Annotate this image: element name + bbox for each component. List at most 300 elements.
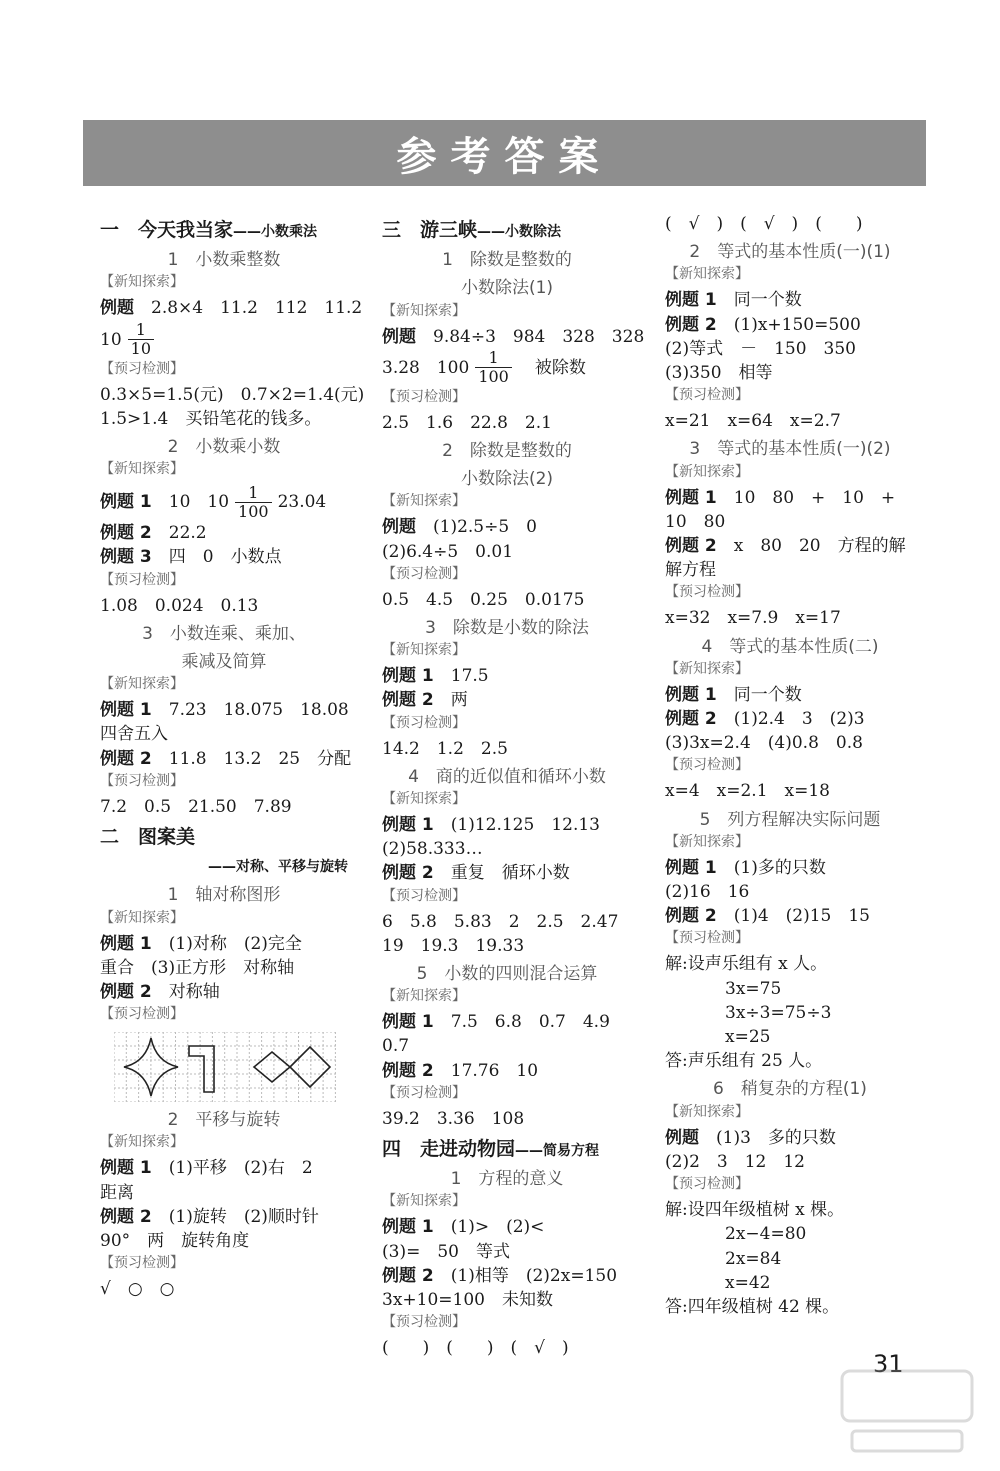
answer-line bbox=[665, 1150, 915, 1174]
answer-text: 四 0 小数点 bbox=[151, 547, 282, 568]
answer-column-3 bbox=[665, 212, 915, 1319]
answer-text: 10 80 + 10 + bbox=[716, 487, 896, 508]
answer-text: (1)3 多的只数 bbox=[699, 1127, 836, 1148]
unit-subtitle: ——小数乘法 bbox=[233, 224, 318, 240]
lesson-title bbox=[382, 765, 632, 789]
fraction-numerator: 1 bbox=[235, 484, 272, 503]
page-number: 31 bbox=[873, 1350, 904, 1378]
solution-step bbox=[665, 1271, 915, 1295]
answer-text: 90° 两 旋转角度 bbox=[100, 1231, 250, 1252]
example-label: 例题 1 bbox=[100, 933, 152, 954]
lesson-title-text: 1 方程的意义 bbox=[450, 1169, 564, 1190]
lesson-title bbox=[665, 437, 915, 461]
unit-subtitle: ——对称、平移与旋转 bbox=[208, 859, 348, 876]
lesson-title-text: 小数除法(2) bbox=[460, 469, 554, 490]
answer-text: √ ○ ○ bbox=[100, 1279, 175, 1300]
lesson-title bbox=[665, 1077, 915, 1101]
answer-line bbox=[382, 1107, 632, 1131]
section-tag bbox=[665, 832, 915, 856]
answer-line bbox=[665, 212, 915, 236]
section-tag bbox=[665, 582, 915, 606]
section-tag bbox=[665, 1174, 915, 1198]
example-label: 例题 1 bbox=[382, 1012, 434, 1033]
unit-heading bbox=[382, 1137, 632, 1163]
example-label: 例题 2 bbox=[382, 1060, 434, 1081]
answer-line bbox=[382, 813, 632, 837]
answer-line bbox=[382, 1288, 632, 1312]
section-tag-text: 【预习检测】 bbox=[100, 360, 184, 377]
example-label: 例题 1 bbox=[100, 492, 152, 513]
answer-text: (1)12.125 12.13 bbox=[433, 815, 600, 836]
answer-text: (3)= 50 等式 bbox=[382, 1241, 510, 1262]
answer-line bbox=[665, 510, 915, 534]
answer-column-1 bbox=[100, 212, 365, 1301]
section-tag bbox=[100, 1253, 348, 1277]
answer-text-after: 被除数 bbox=[517, 357, 586, 378]
section-tag-text: 【预习检测】 bbox=[382, 388, 466, 405]
unit-title: 一 今天我当家 bbox=[100, 219, 234, 241]
unit-heading bbox=[100, 218, 348, 244]
section-tag-text: 【新知探索】 bbox=[100, 1134, 184, 1151]
fraction-denominator: 100 bbox=[238, 501, 269, 521]
answer-text: 0.3×5=1.5(元) 0.7×2=1.4(元) bbox=[100, 384, 365, 405]
answer-text: 2.8×4 11.2 112 11.2 bbox=[134, 298, 363, 319]
page-title: 参考答案 bbox=[396, 133, 613, 180]
unit-heading bbox=[100, 825, 348, 849]
section-tag-text: 【新知探索】 bbox=[100, 461, 184, 478]
section-tag bbox=[382, 886, 632, 910]
answer-text-after: 23.04 bbox=[277, 492, 327, 513]
section-tag bbox=[665, 659, 915, 683]
section-tag bbox=[382, 713, 632, 737]
lesson-title-text: 5 列方程解决实际问题 bbox=[699, 809, 881, 830]
answer-line bbox=[665, 606, 915, 630]
lesson-title-text: 2 除数是整数的 bbox=[442, 441, 572, 462]
answer-line bbox=[665, 409, 915, 433]
answer-text: (1)旋转 (2)顺时针 bbox=[151, 1206, 319, 1227]
answer-text: 同一个数 bbox=[716, 684, 802, 705]
fraction bbox=[235, 484, 272, 521]
section-tag bbox=[665, 755, 915, 779]
section-tag-text: 【预习检测】 bbox=[100, 571, 184, 588]
lesson-title bbox=[100, 622, 348, 646]
answer-line bbox=[665, 1126, 915, 1150]
lesson-title-text: 3 小数连乘、乘加、 bbox=[142, 623, 306, 644]
solution-step-text: 3x=75 bbox=[725, 978, 782, 999]
answer-text: (2)2 3 12 12 bbox=[665, 1151, 805, 1172]
answer-text: 解:设四年级植树 x 棵。 bbox=[665, 1200, 845, 1221]
section-tag-text: 【新知探索】 bbox=[665, 660, 749, 677]
answer-line bbox=[382, 837, 632, 861]
solution-step bbox=[665, 977, 915, 1001]
lesson-title-text: 3 等式的基本性质(一)(2) bbox=[689, 439, 891, 460]
answer-line bbox=[665, 1295, 915, 1319]
answer-text: x 80 20 方程的解 bbox=[716, 536, 906, 557]
answer-line bbox=[665, 904, 915, 928]
section-tag bbox=[100, 908, 348, 932]
answer-text: 解方程 bbox=[665, 560, 716, 581]
answer-line bbox=[382, 588, 632, 612]
unit-title: 四 走进动物园 bbox=[382, 1138, 516, 1161]
fraction-numerator: 1 bbox=[475, 349, 512, 368]
answer-text: 17.76 10 bbox=[433, 1060, 539, 1081]
example-label: 例题 2 bbox=[665, 906, 717, 927]
answer-line bbox=[100, 521, 348, 545]
answer-line bbox=[382, 411, 632, 435]
answer-text: (1)4 (2)15 15 bbox=[716, 906, 870, 927]
answer-line bbox=[100, 722, 348, 746]
answer-text: 答:四年级植树 42 棵。 bbox=[665, 1296, 840, 1317]
lesson-title bbox=[100, 248, 348, 272]
answer-text: 距离 bbox=[100, 1182, 134, 1203]
section-tag-text: 【预习检测】 bbox=[382, 714, 466, 731]
section-tag bbox=[100, 359, 348, 383]
answer-text: 答:声乐组有 25 人。 bbox=[665, 1051, 823, 1072]
lesson-title bbox=[382, 467, 632, 491]
section-tag-text: 【预习检测】 bbox=[382, 565, 466, 582]
section-tag bbox=[382, 640, 632, 664]
lesson-title-text: 4 等式的基本性质(二) bbox=[701, 636, 879, 657]
lesson-title-text: 4 商的近似值和循环小数 bbox=[408, 766, 606, 787]
answer-text: ( √ ) ( √ ) ( ) bbox=[665, 214, 863, 234]
section-tag bbox=[100, 570, 348, 594]
answer-line bbox=[100, 698, 348, 722]
fraction-denominator: 10 bbox=[130, 339, 151, 359]
answer-line bbox=[665, 856, 915, 880]
solution-step-text: 2x=84 bbox=[725, 1248, 782, 1269]
section-tag bbox=[382, 301, 632, 325]
example-label: 例题 bbox=[382, 326, 416, 347]
example-label: 例题 2 bbox=[665, 709, 717, 730]
answer-text: (1)多的只数 bbox=[716, 857, 826, 878]
example-label: 例题 1 bbox=[665, 487, 717, 508]
section-tag bbox=[100, 1132, 348, 1156]
answer-text: 0.7 bbox=[382, 1036, 410, 1057]
grid-shape-1 bbox=[124, 1038, 178, 1096]
answer-line bbox=[665, 534, 915, 558]
example-label: 例题 bbox=[100, 298, 134, 319]
section-tag-text: 【预习检测】 bbox=[382, 887, 466, 904]
answer-line bbox=[100, 407, 348, 431]
lesson-title bbox=[382, 439, 632, 463]
answer-text: (2)16 16 bbox=[665, 882, 750, 903]
answer-text: 1.08 0.024 0.13 bbox=[100, 595, 259, 616]
lesson-title-text: 2 等式的基本性质(一)(1) bbox=[689, 242, 891, 263]
section-tag-text: 【预习检测】 bbox=[100, 1255, 184, 1272]
answer-text: 11.8 13.2 25 分配 bbox=[151, 748, 352, 769]
answer-text: 3x+10=100 未知数 bbox=[382, 1290, 553, 1311]
answer-text: (1)x+150=500 bbox=[716, 314, 861, 335]
lesson-title-text: 1 小数乘整数 bbox=[167, 250, 281, 271]
answer-text: (1)相等 (2)2x=150 bbox=[433, 1265, 618, 1286]
answer-line-fraction bbox=[100, 483, 348, 521]
answer-text: 7.2 0.5 21.50 7.89 bbox=[100, 796, 292, 817]
section-tag-text: 【新知探索】 bbox=[665, 463, 749, 480]
answer-line bbox=[382, 1240, 632, 1264]
answer-line bbox=[665, 288, 915, 312]
section-tag-text: 【预习检测】 bbox=[665, 930, 749, 947]
section-tag-text: 【新知探索】 bbox=[665, 1103, 749, 1120]
answer-line bbox=[100, 1156, 348, 1180]
example-label: 例题 bbox=[665, 1127, 699, 1148]
section-tag bbox=[100, 459, 348, 483]
answer-line bbox=[382, 1034, 632, 1058]
solution-step bbox=[665, 1001, 915, 1025]
answer-line bbox=[665, 707, 915, 731]
section-tag-text: 【新知探索】 bbox=[382, 1193, 466, 1210]
answer-line bbox=[100, 956, 348, 980]
answer-text: 同一个数 bbox=[716, 290, 802, 311]
answer-line-fraction bbox=[382, 349, 632, 387]
answer-line bbox=[100, 545, 348, 569]
section-tag bbox=[665, 928, 915, 952]
section-tag-text: 【新知探索】 bbox=[665, 833, 749, 850]
section-tag bbox=[382, 564, 632, 588]
answer-line bbox=[100, 1229, 348, 1253]
unit-title: 二 图案美 bbox=[100, 826, 196, 849]
lesson-title-text: 1 轴对称图形 bbox=[167, 885, 281, 906]
answer-line bbox=[665, 1198, 915, 1222]
answer-line bbox=[100, 795, 348, 819]
answer-text: 重复 循环小数 bbox=[433, 863, 570, 884]
section-tag bbox=[382, 387, 632, 411]
example-label: 例题 2 bbox=[100, 982, 152, 1003]
answer-line bbox=[665, 313, 915, 337]
answer-text: 14.2 1.2 2.5 bbox=[382, 738, 508, 759]
example-label: 例题 1 bbox=[665, 857, 717, 878]
answer-text: 6 5.8 5.83 2 2.5 2.47 bbox=[382, 911, 619, 932]
answer-text: 10 80 bbox=[665, 511, 726, 532]
answer-line bbox=[100, 1205, 348, 1229]
answer-text: (1)平移 (2)右 2 bbox=[151, 1158, 313, 1179]
lesson-title bbox=[100, 883, 348, 907]
section-tag bbox=[665, 462, 915, 486]
example-label: 例题 1 bbox=[382, 815, 434, 836]
answer-text: (1)2.4 3 (2)3 bbox=[716, 709, 865, 730]
example-label: 例题 2 bbox=[382, 1265, 434, 1286]
answer-line bbox=[665, 558, 915, 582]
lesson-title-text: 2 平移与旋转 bbox=[167, 1110, 281, 1131]
answer-text: 17.5 bbox=[433, 666, 489, 687]
answer-line bbox=[382, 910, 632, 934]
section-tag-text: 【新知探索】 bbox=[382, 302, 466, 319]
answer-line bbox=[665, 880, 915, 904]
answer-line bbox=[100, 932, 348, 956]
answer-text: 重合 (3)正方形 对称轴 bbox=[100, 957, 295, 978]
answer-line bbox=[665, 337, 915, 361]
section-tag-text: 【预习检测】 bbox=[665, 387, 749, 404]
answer-text: 对称轴 bbox=[151, 982, 220, 1003]
example-label: 例题 2 bbox=[382, 863, 434, 884]
answer-text: 3.28 100 bbox=[382, 357, 470, 378]
unit-heading bbox=[382, 218, 632, 244]
answer-text: 7.23 18.075 18.08 bbox=[151, 700, 349, 721]
watermark-logo bbox=[832, 1361, 982, 1461]
example-label: 例题 1 bbox=[100, 700, 152, 721]
lesson-title bbox=[100, 650, 348, 674]
solution-step-text: 2x−4=80 bbox=[725, 1224, 807, 1245]
example-label: 例题 1 bbox=[665, 290, 717, 311]
fraction bbox=[128, 321, 154, 358]
lesson-title bbox=[100, 1108, 348, 1132]
solution-step-text: x=25 bbox=[725, 1027, 771, 1048]
solution-step bbox=[665, 1222, 915, 1246]
section-tag bbox=[100, 1004, 348, 1028]
section-tag bbox=[382, 1312, 632, 1336]
lesson-title-text: 2 小数乘小数 bbox=[167, 437, 281, 458]
fraction-numerator: 1 bbox=[128, 321, 154, 340]
answer-line bbox=[382, 325, 645, 349]
example-label: 例题 2 bbox=[100, 748, 152, 769]
answer-text: x=21 x=64 x=2.7 bbox=[665, 411, 841, 432]
answer-text: 19 19.3 19.33 bbox=[382, 935, 525, 956]
lesson-title bbox=[665, 808, 915, 832]
section-tag-text: 【新知探索】 bbox=[382, 493, 466, 510]
answer-text: x=4 x=2.1 x=18 bbox=[665, 781, 830, 802]
example-label: 例题 bbox=[382, 517, 416, 538]
answer-column-2 bbox=[382, 212, 645, 1361]
example-label: 例题 1 bbox=[100, 1158, 152, 1179]
answer-line bbox=[665, 683, 915, 707]
lesson-title bbox=[665, 240, 915, 264]
answer-line bbox=[382, 1215, 632, 1239]
solution-step bbox=[665, 1247, 915, 1271]
section-tag bbox=[382, 1083, 632, 1107]
answer-line bbox=[382, 664, 632, 688]
section-tag bbox=[665, 264, 915, 288]
example-label: 例题 3 bbox=[100, 547, 152, 568]
lesson-title bbox=[100, 435, 348, 459]
lesson-title-text: 3 除数是小数的除法 bbox=[425, 618, 589, 639]
lesson-title-text: 小数除法(1) bbox=[460, 278, 554, 299]
section-tag bbox=[382, 491, 632, 515]
answer-line bbox=[382, 688, 632, 712]
lesson-title bbox=[382, 248, 632, 272]
answer-line bbox=[100, 1181, 348, 1205]
title-banner bbox=[83, 120, 926, 186]
answer-line bbox=[382, 540, 632, 564]
section-tag-text: 【新知探索】 bbox=[665, 266, 749, 283]
example-label: 例题 2 bbox=[100, 1206, 152, 1227]
answer-text: 39.2 3.36 108 bbox=[382, 1108, 525, 1129]
answer-text: 2.5 1.6 22.8 2.1 bbox=[382, 412, 552, 433]
lesson-title-text: 6 稍复杂的方程(1) bbox=[713, 1079, 867, 1100]
solution-step-text: 3x÷3=75÷3 bbox=[725, 1002, 832, 1023]
example-label: 例题 1 bbox=[665, 684, 717, 705]
answer-line bbox=[100, 594, 348, 618]
lesson-title-text: 乘减及简算 bbox=[181, 652, 267, 673]
answer-text: 0.5 4.5 0.25 0.0175 bbox=[382, 589, 585, 610]
symmetry-grid-figure bbox=[114, 1032, 336, 1102]
section-tag bbox=[382, 789, 632, 813]
fraction-denominator: 100 bbox=[478, 367, 509, 387]
unit-subtitle-line bbox=[100, 855, 348, 879]
answer-line bbox=[382, 861, 632, 885]
answer-text: 两 bbox=[433, 690, 468, 711]
answer-text: 10 bbox=[100, 329, 122, 350]
section-tag-text: 【预习检测】 bbox=[100, 772, 184, 789]
lesson-title-text: 5 小数的四则混合运算 bbox=[416, 964, 598, 985]
lesson-title bbox=[382, 962, 632, 986]
answer-line bbox=[382, 1336, 632, 1360]
unit-subtitle: ——简易方程 bbox=[515, 1143, 600, 1160]
answer-text: (1)2.5÷5 0 bbox=[416, 517, 537, 538]
answer-text: (3)350 相等 bbox=[665, 363, 773, 384]
section-tag bbox=[665, 1102, 915, 1126]
section-tag-text: 【预习检测】 bbox=[665, 1176, 749, 1193]
answer-line bbox=[100, 383, 365, 407]
solution-step-text: x=42 bbox=[725, 1272, 771, 1293]
fraction bbox=[475, 349, 512, 386]
answer-text: 7.5 6.8 0.7 4.9 bbox=[433, 1012, 610, 1033]
lesson-title bbox=[382, 276, 632, 300]
example-label: 例题 1 bbox=[382, 1217, 434, 1238]
answer-line bbox=[665, 361, 915, 385]
section-tag-text: 【预习检测】 bbox=[100, 1006, 184, 1023]
answer-text: 22.2 bbox=[151, 523, 207, 544]
answer-line bbox=[665, 486, 915, 510]
answer-text: (1)对称 (2)完全 bbox=[151, 933, 302, 954]
example-label: 例题 1 bbox=[382, 666, 434, 687]
unit-subtitle: ——小数除法 bbox=[477, 224, 562, 240]
answer-text: (1)> (2)< bbox=[433, 1217, 545, 1238]
answer-line bbox=[665, 952, 915, 976]
answer-text: 解:设声乐组有 x 人。 bbox=[665, 954, 828, 975]
answer-line-fraction bbox=[100, 321, 348, 359]
section-tag-text: 【新知探索】 bbox=[100, 909, 184, 926]
grid-shape-2 bbox=[189, 1046, 214, 1092]
answer-line bbox=[382, 737, 632, 761]
answer-line bbox=[382, 934, 632, 958]
section-tag bbox=[100, 771, 348, 795]
section-tag bbox=[382, 986, 632, 1010]
lesson-title-text: 1 除数是整数的 bbox=[442, 250, 572, 271]
answer-line bbox=[665, 1049, 915, 1073]
answer-line bbox=[665, 731, 915, 755]
section-tag bbox=[665, 385, 915, 409]
section-tag-text: 【新知探索】 bbox=[382, 791, 466, 808]
answer-text: (2)6.4÷5 0.01 bbox=[382, 541, 514, 562]
section-tag-text: 【新知探索】 bbox=[100, 676, 184, 693]
section-tag-text: 【预习检测】 bbox=[665, 584, 749, 601]
answer-text: 10 10 bbox=[151, 492, 230, 513]
section-tag-text: 【新知探索】 bbox=[382, 988, 466, 1005]
example-label: 例题 2 bbox=[665, 314, 717, 335]
answer-line bbox=[382, 1264, 632, 1288]
section-tag-text: 【预习检测】 bbox=[382, 1314, 466, 1331]
solution-step bbox=[665, 1025, 915, 1049]
example-label: 例题 2 bbox=[665, 536, 717, 557]
answer-text: 1.5>1.4 买铅笔花的钱多。 bbox=[100, 408, 322, 429]
lesson-title bbox=[665, 635, 915, 659]
example-label: 例题 2 bbox=[100, 523, 152, 544]
section-tag-text: 【预习检测】 bbox=[382, 1084, 466, 1101]
answer-line bbox=[100, 747, 352, 771]
answer-line bbox=[100, 980, 348, 1004]
answer-text: x=32 x=7.9 x=17 bbox=[665, 608, 841, 629]
example-label: 例题 2 bbox=[382, 690, 434, 711]
answer-line bbox=[100, 1277, 348, 1301]
answer-line bbox=[382, 1059, 632, 1083]
lesson-title bbox=[382, 616, 632, 640]
answer-line bbox=[665, 779, 915, 803]
section-tag-text: 【新知探索】 bbox=[100, 274, 184, 291]
answer-text: (2)58.333… bbox=[382, 839, 483, 860]
unit-title: 三 游三峡 bbox=[382, 219, 478, 241]
section-tag-text: 【新知探索】 bbox=[382, 642, 466, 659]
answer-text: 四舍五入 bbox=[100, 724, 168, 745]
section-tag bbox=[100, 272, 348, 296]
